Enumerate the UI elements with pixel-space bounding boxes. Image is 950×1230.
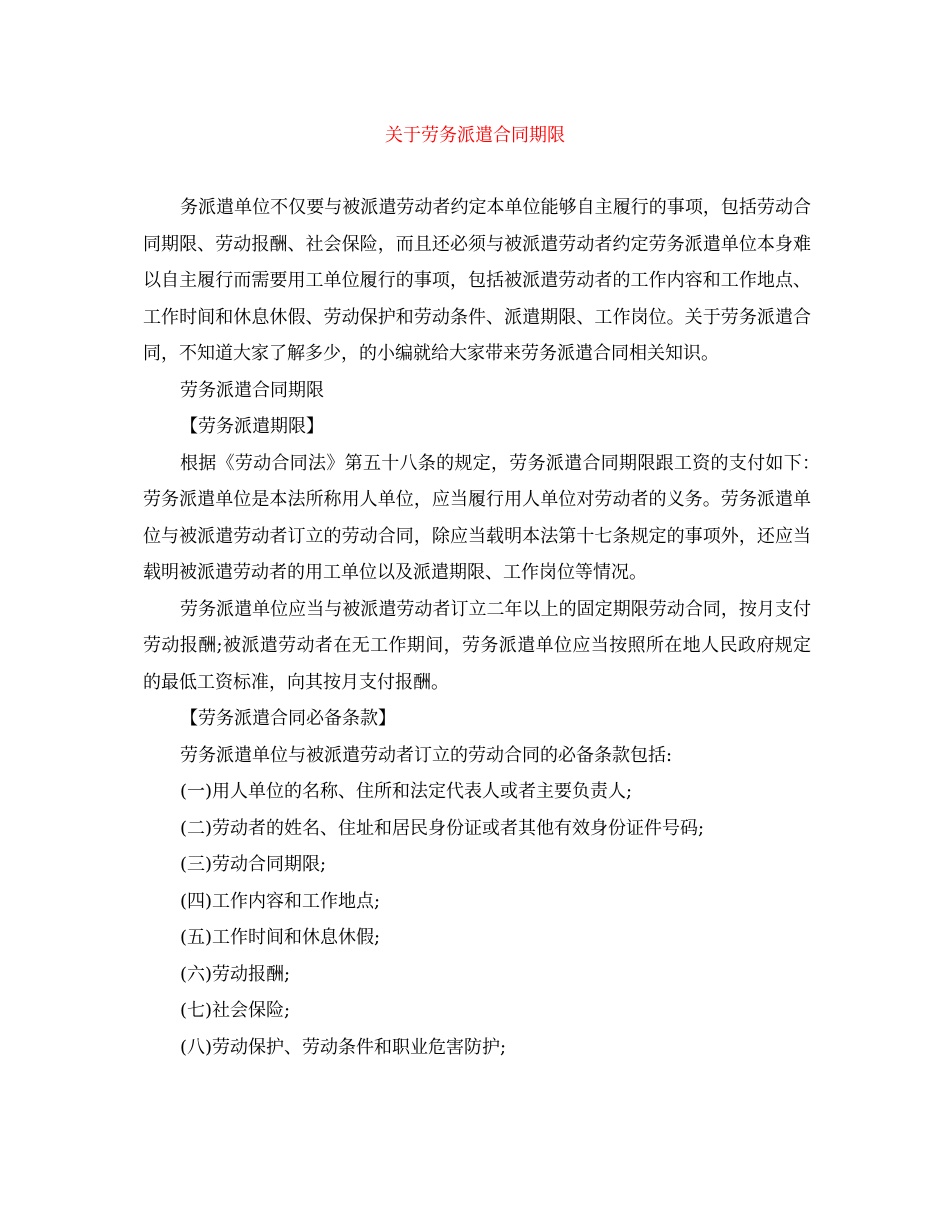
- paragraph-article-58: 根据《劳动合同法》第五十八条的规定，劳务派遣合同期限跟工资的支付如下： 劳务派遣单位是本法所称用人单位，应当履行用人单位对劳动者的义务。劳务派遣单位与被派遣劳动者订立的劳动合同，除应当载明本法第十七条规定的事项外，还应当载明被派遣劳动者的用工单位以及派遣期限、工作岗位等情况。: [143, 452, 835, 583]
- clause-item-4: (四)工作内容和工作地点;: [180, 890, 381, 912]
- document-body: [143, 190, 835, 1066]
- document-title: 关于劳务派遣合同期限: [385, 125, 565, 146]
- intro-paragraph: 务派遣单位不仅要与被派遣劳动者约定本单位能够自主履行的事项，包括劳动合同期限、劳动报酬、社会保险，而且还必须与被派遣劳动者约定劳务派遣单位本身难以自主履行而需要用工单位履行的事项，包括被派遣劳动者的工作内容和工作地点、工作时间和休息休假、劳动保护和劳动条件、派遣期限、工作岗位。关于劳务派遣合同，不知道大家了解多少，的小编就给大家带来劳务派遣合同相关知识。: [143, 197, 811, 364]
- clause-item-2: (二)劳动者的姓名、住址和居民身份证或者其他有效身份证件号码;: [180, 817, 705, 839]
- subheading-dispatch-term: 【劳务派遣期限】: [180, 416, 324, 437]
- paragraph-clauses-intro: 劳务派遣单位与被派遣劳动者订立的劳动合同的必备条款包括:: [180, 744, 673, 766]
- clause-item-1: (一)用人单位的名称、住所和法定代表人或者主要负责人;: [180, 781, 633, 802]
- clause-item-8: (八)劳动保护、劳动条件和职业危害防护;: [180, 1036, 507, 1058]
- paragraph-fixed-term-contract: 劳务派遣单位应当与被派遣劳动者订立二年以上的固定期限劳动合同，按月支付劳动报酬;被派遣劳动者在无工作期间，劳务派遣单位应当按照所在地人民政府规定的最低工资标准，向其按月支付报酬。: [143, 598, 811, 693]
- clause-item-3: (三)劳动合同期限;: [180, 854, 327, 875]
- clause-item-6: (六)劳动报酬;: [180, 963, 291, 985]
- clause-item-5: (五)工作时间和休息休假;: [180, 927, 381, 948]
- clause-item-7: (七)社会保险;: [180, 1000, 291, 1021]
- section-heading-contract-term: 劳务派遣合同期限: [180, 379, 324, 401]
- subheading-mandatory-clauses: 【劳务派遣合同必备条款】: [180, 708, 396, 729]
